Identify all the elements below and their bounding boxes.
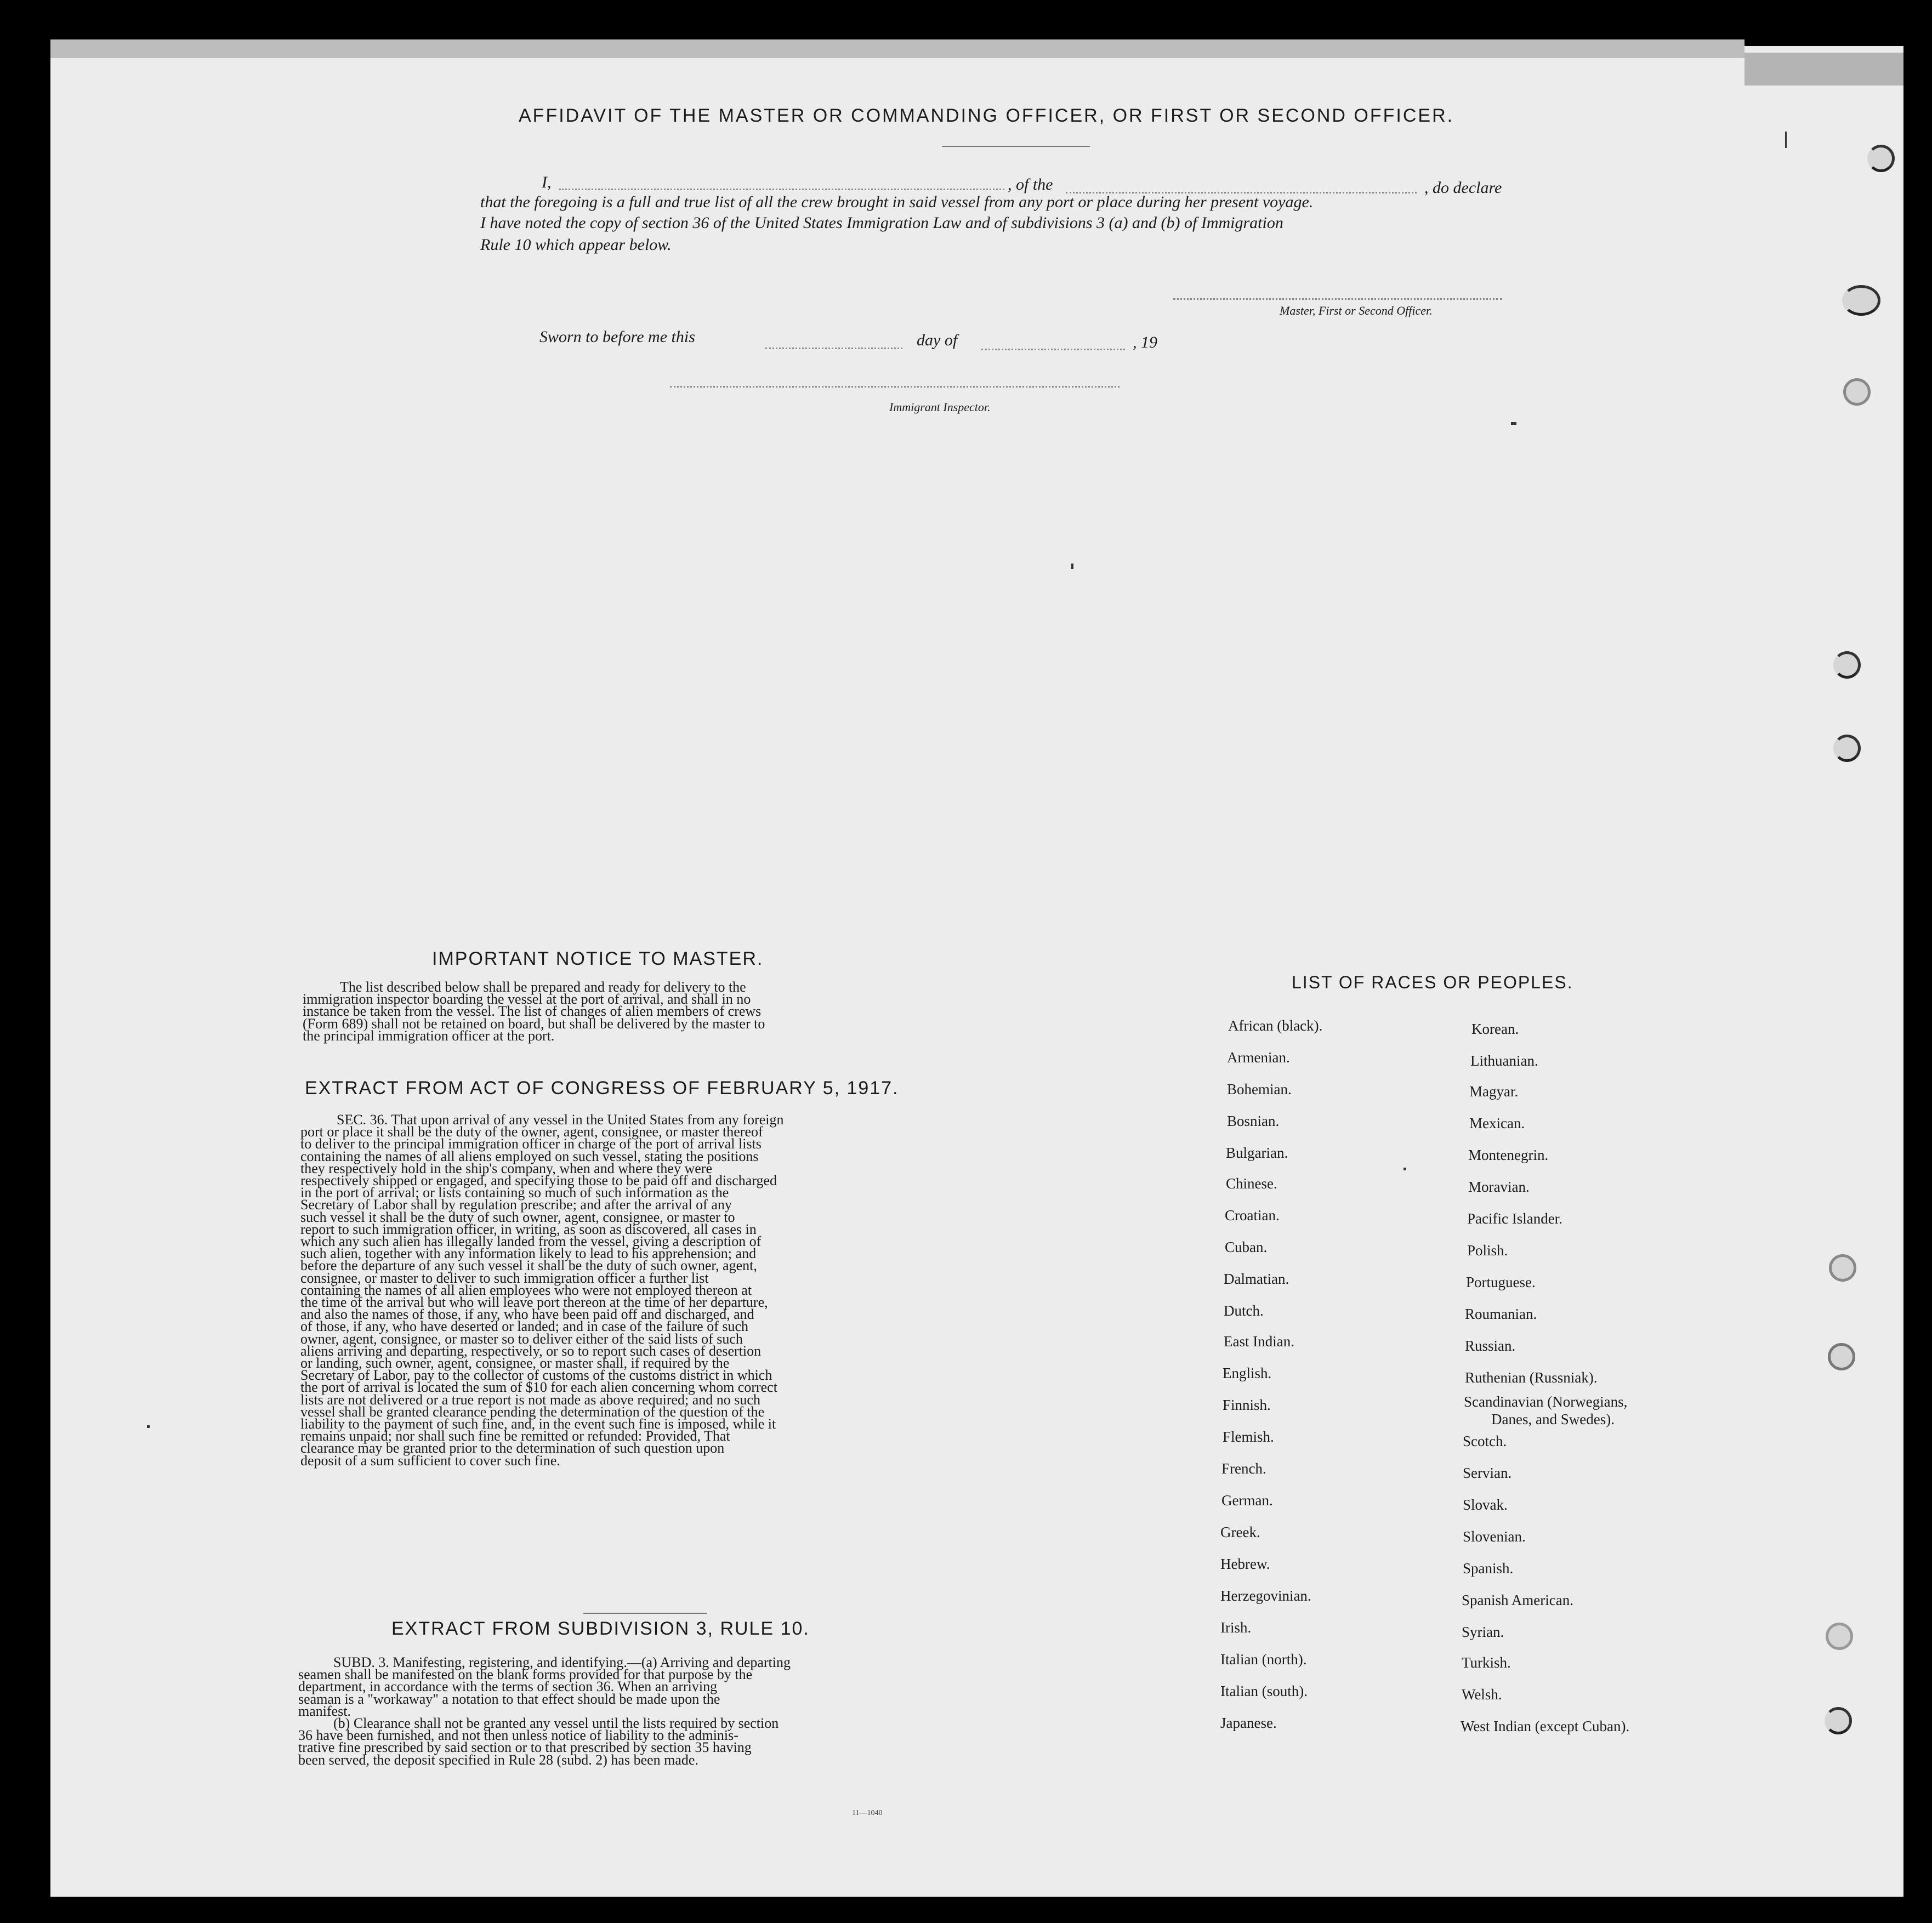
act-line: owner, agent, consignee, or master so to deliver either of the said lists of such	[300, 1330, 743, 1347]
race-item: Servian.	[1463, 1465, 1512, 1481]
race-item: Dalmatian.	[1224, 1271, 1289, 1287]
race-item: East Indian.	[1224, 1333, 1294, 1350]
act-line: they respectively hold in the ship's company, when and where they were	[300, 1160, 712, 1176]
act-line: the time of the arrival but who will leave port thereon at the time of her departure,	[300, 1294, 768, 1311]
form-number: 11—1040	[852, 1809, 883, 1817]
race-item: Portuguese.	[1466, 1274, 1536, 1290]
race-item: Slovenian.	[1463, 1528, 1526, 1545]
race-item: Spanish.	[1463, 1560, 1514, 1577]
subdivision-rule	[583, 1613, 707, 1614]
race-item: Turkish.	[1462, 1654, 1511, 1671]
act-line: liability to the payment of such fine, and, in the event such fine is imposed, while it	[300, 1416, 776, 1432]
act-line: port or place it shall be the duty of the owner, agent, consignee, or master thereof	[300, 1124, 763, 1140]
affidavit-of-the: , of the	[1008, 175, 1053, 194]
rule-line: trative fine prescribed by said section or to that prescribed by section 35 having	[298, 1739, 752, 1756]
notice-line: The list described below shall be prepared and ready for delivery to the	[340, 979, 746, 995]
notice-line: the principal immigration officer at the port.	[303, 1027, 555, 1044]
binder-hole	[1867, 145, 1895, 172]
race-item: Herzegovinian.	[1220, 1588, 1311, 1604]
race-item: Dutch.	[1224, 1302, 1264, 1319]
act-line: aliens arriving and departing, respectively, or so to report such cases of desertion	[300, 1342, 762, 1359]
affidavit-title: AFFIDAVIT OF THE MASTER OR COMMANDING OFFICER, OR FIRST OR SECOND OFFICER.	[519, 105, 1454, 126]
page-edge-strip-right	[1745, 53, 1903, 86]
act-line: consignee, or master to deliver to such immigration officer a further list	[300, 1270, 709, 1286]
race-item: Lithuanian.	[1470, 1052, 1538, 1069]
month-blank	[981, 349, 1125, 350]
signature-caption: Master, First or Second Officer.	[1280, 304, 1433, 317]
paper-sheet	[50, 46, 1903, 1897]
act-line: of those, if any, who have deserted or landed; and in case of the failure of such	[300, 1318, 749, 1335]
races-title: LIST OF RACES OR PEOPLES.	[1292, 972, 1573, 992]
subdivision-3-text	[298, 1654, 925, 1768]
day-of-text: day of	[917, 331, 958, 349]
act-line: remains unpaid; nor shall such fine be remitted or refunded: Provided, That	[300, 1428, 730, 1444]
sworn-text: Sworn to before me this	[539, 328, 695, 346]
notice-line: (Form 689) shall not be retained on board, but shall be delivered by the master to	[303, 1015, 765, 1032]
rule-line: been served, the deposit specified in Rule 28 (subd. 2) has been made.	[298, 1751, 698, 1768]
rule-line: seamen shall be manifested on the blank forms provided for that purpose by the	[298, 1666, 753, 1683]
race-item: Flemish.	[1223, 1429, 1274, 1445]
race-item: French.	[1221, 1460, 1266, 1477]
act-line: in the port of arrival; or lists containing so much of such information as the	[300, 1185, 729, 1201]
race-item: Ruthenian (Russniak).	[1465, 1369, 1598, 1386]
act-line: clearance may be granted prior to the determination of such question upon	[300, 1440, 725, 1457]
rule-line: department, in accordance with the terms of section 36. When an arriving	[298, 1679, 718, 1695]
affidavit-line-2: I have noted the copy of section 36 of the United States Immigration Law and of subdivisions 3 (a) and (b) of Immigration	[480, 214, 1283, 232]
title-rule	[942, 146, 1090, 147]
rule-line: SUBD. 3. Manifesting, registering, and identifying.—(a) Arriving and departing	[333, 1654, 791, 1670]
binder-hole	[1828, 1343, 1855, 1370]
affidavit-line-3: Rule 10 which appear below.	[480, 236, 672, 254]
race-item: Japanese.	[1220, 1715, 1277, 1731]
binder-hole	[1829, 1254, 1856, 1282]
notice-line: immigration inspector boarding the vessel at the port of arrival, and shall in no	[303, 991, 751, 1008]
race-item: Magyar.	[1469, 1083, 1519, 1100]
race-item: West Indian (except Cuban).	[1461, 1718, 1630, 1734]
act-line: deposit of a sum sufficient to cover such fine.	[300, 1452, 560, 1469]
act-line: such alien, together with any information likely to lead to his apprehension; and	[300, 1245, 757, 1262]
act-line: containing the names of all alien employees who were not employed thereon at	[300, 1282, 752, 1298]
binder-hole	[1843, 378, 1871, 406]
race-item: Hebrew.	[1220, 1556, 1270, 1572]
race-item: African (black).	[1228, 1017, 1323, 1034]
affidavit-line-1: that the foregoing is a full and true list of all the crew brought in said vessel from any port or place during her present voyage.	[480, 193, 1314, 211]
race-item: Bosnian.	[1227, 1113, 1280, 1129]
rule-title: EXTRACT FROM SUBDIVISION 3, RULE 10.	[391, 1618, 810, 1639]
race-item: Bohemian.	[1227, 1081, 1292, 1097]
act-line: the port of arrival is located the sum of $10 for each alien concerning whom correct	[300, 1379, 777, 1396]
race-item: Moravian.	[1468, 1179, 1530, 1195]
race-item: English.	[1223, 1365, 1272, 1381]
act-line: or landing, such owner, agent, consignee, or master shall, if required by the	[300, 1355, 730, 1372]
scan-mark	[1071, 564, 1073, 569]
section-36-text	[300, 1114, 929, 1467]
act-line: lists are not delivered or a true report is not made as above required; and no such	[300, 1391, 760, 1408]
act-line: SEC. 36. That upon arrival of any vessel in the United States from any foreign	[337, 1112, 784, 1128]
notice-body	[303, 981, 931, 1042]
affidavit-declare: , do declare	[1424, 179, 1502, 197]
act-line: before the departure of any such vessel it shall be the duty of such owner, agent,	[300, 1258, 757, 1274]
act-line: respectively shipped or engaged, and specifying those to be paid off and discharged	[300, 1173, 777, 1189]
scan-mark	[147, 1425, 150, 1428]
race-item: Chinese.	[1226, 1175, 1277, 1192]
act-title: EXTRACT FROM ACT OF CONGRESS OF FEBRUARY 5, 1917.	[305, 1078, 899, 1099]
page-edge-strip	[50, 39, 1745, 58]
race-item: Syrian.	[1462, 1624, 1504, 1640]
inspector-caption: Immigrant Inspector.	[889, 400, 991, 414]
race-item: Bulgarian.	[1226, 1145, 1288, 1161]
notice-title: IMPORTANT NOTICE TO MASTER.	[432, 948, 764, 969]
act-line: and also the names of those, if any, who have been paid off and discharged, and	[300, 1306, 754, 1323]
race-item: Finnish.	[1223, 1397, 1271, 1413]
race-item: Armenian.	[1227, 1049, 1290, 1066]
race-item: Pacific Islander.	[1467, 1210, 1562, 1227]
act-line: which any such alien has illegally landed from the vessel, giving a description of	[300, 1233, 762, 1250]
binder-hole	[1842, 285, 1880, 316]
rule-line: (b) Clearance shall not be granted any vessel until the lists required by section	[333, 1715, 779, 1732]
race-item: Danes, and Swedes).	[1491, 1411, 1615, 1427]
act-line: to deliver to the principal immigration officer in charge of the port of arrival lists	[300, 1136, 762, 1152]
inspector-blank	[670, 386, 1120, 388]
binder-hole	[1833, 651, 1861, 679]
race-item: Slovak.	[1463, 1497, 1508, 1513]
rule-line: 36 have been furnished, and not then unless notice of liability to the adminis-	[298, 1727, 738, 1744]
scan-mark	[1511, 422, 1516, 425]
act-line: Secretary of Labor shall by regulation prescribe; and after the arrival of any	[300, 1197, 732, 1213]
signature-blank	[1173, 298, 1502, 300]
race-item: Scandinavian (Norwegians,	[1464, 1393, 1628, 1410]
race-item: Scotch.	[1463, 1433, 1507, 1449]
race-item: Greek.	[1220, 1524, 1260, 1540]
act-line: report to such immigration officer, in writing, as soon as discovered, all cases in	[300, 1221, 757, 1237]
race-item: Croatian.	[1225, 1207, 1280, 1224]
race-item: Italian (south).	[1220, 1683, 1308, 1699]
binder-hole	[1833, 735, 1861, 762]
affidavit-i: I,	[542, 173, 552, 191]
race-item: Roumanian.	[1465, 1306, 1537, 1322]
race-item: Polish.	[1467, 1242, 1508, 1259]
act-line: containing the names of all aliens employed on such vessel, stating the positions	[300, 1148, 759, 1164]
name-blank	[559, 189, 1004, 190]
notice-line: instance be taken from the vessel. The list of changes of alien members of crews	[303, 1003, 762, 1020]
binder-hole	[1825, 1707, 1852, 1734]
year-text: , 19	[1133, 333, 1157, 351]
rule-line: seaman is a "workaway" a notation to that effect should be made upon the	[298, 1691, 720, 1707]
race-item: German.	[1221, 1492, 1273, 1509]
day-blank	[765, 348, 902, 349]
race-item: Irish.	[1220, 1619, 1252, 1636]
scan-mark	[1403, 1168, 1406, 1170]
race-item: Italian (north).	[1220, 1651, 1307, 1668]
race-item: Cuban.	[1225, 1239, 1268, 1255]
act-line: Secretary of Labor, pay to the collector of customs of the customs district in which	[300, 1367, 772, 1384]
race-item: Welsh.	[1462, 1686, 1502, 1703]
race-item: Korean.	[1471, 1021, 1519, 1037]
rule-line: manifest.	[298, 1703, 351, 1719]
scan-mark	[1785, 132, 1787, 148]
race-item: Spanish American.	[1462, 1592, 1573, 1608]
race-item: Montenegrin.	[1468, 1147, 1549, 1163]
binder-hole	[1826, 1623, 1853, 1650]
race-item: Mexican.	[1469, 1115, 1525, 1131]
race-item: Russian.	[1465, 1338, 1516, 1354]
act-line: vessel shall be granted clearance pending the determination of the question of the	[300, 1403, 765, 1420]
act-line: such vessel it shall be the duty of such owner, agent, consignee, or master to	[300, 1209, 735, 1225]
